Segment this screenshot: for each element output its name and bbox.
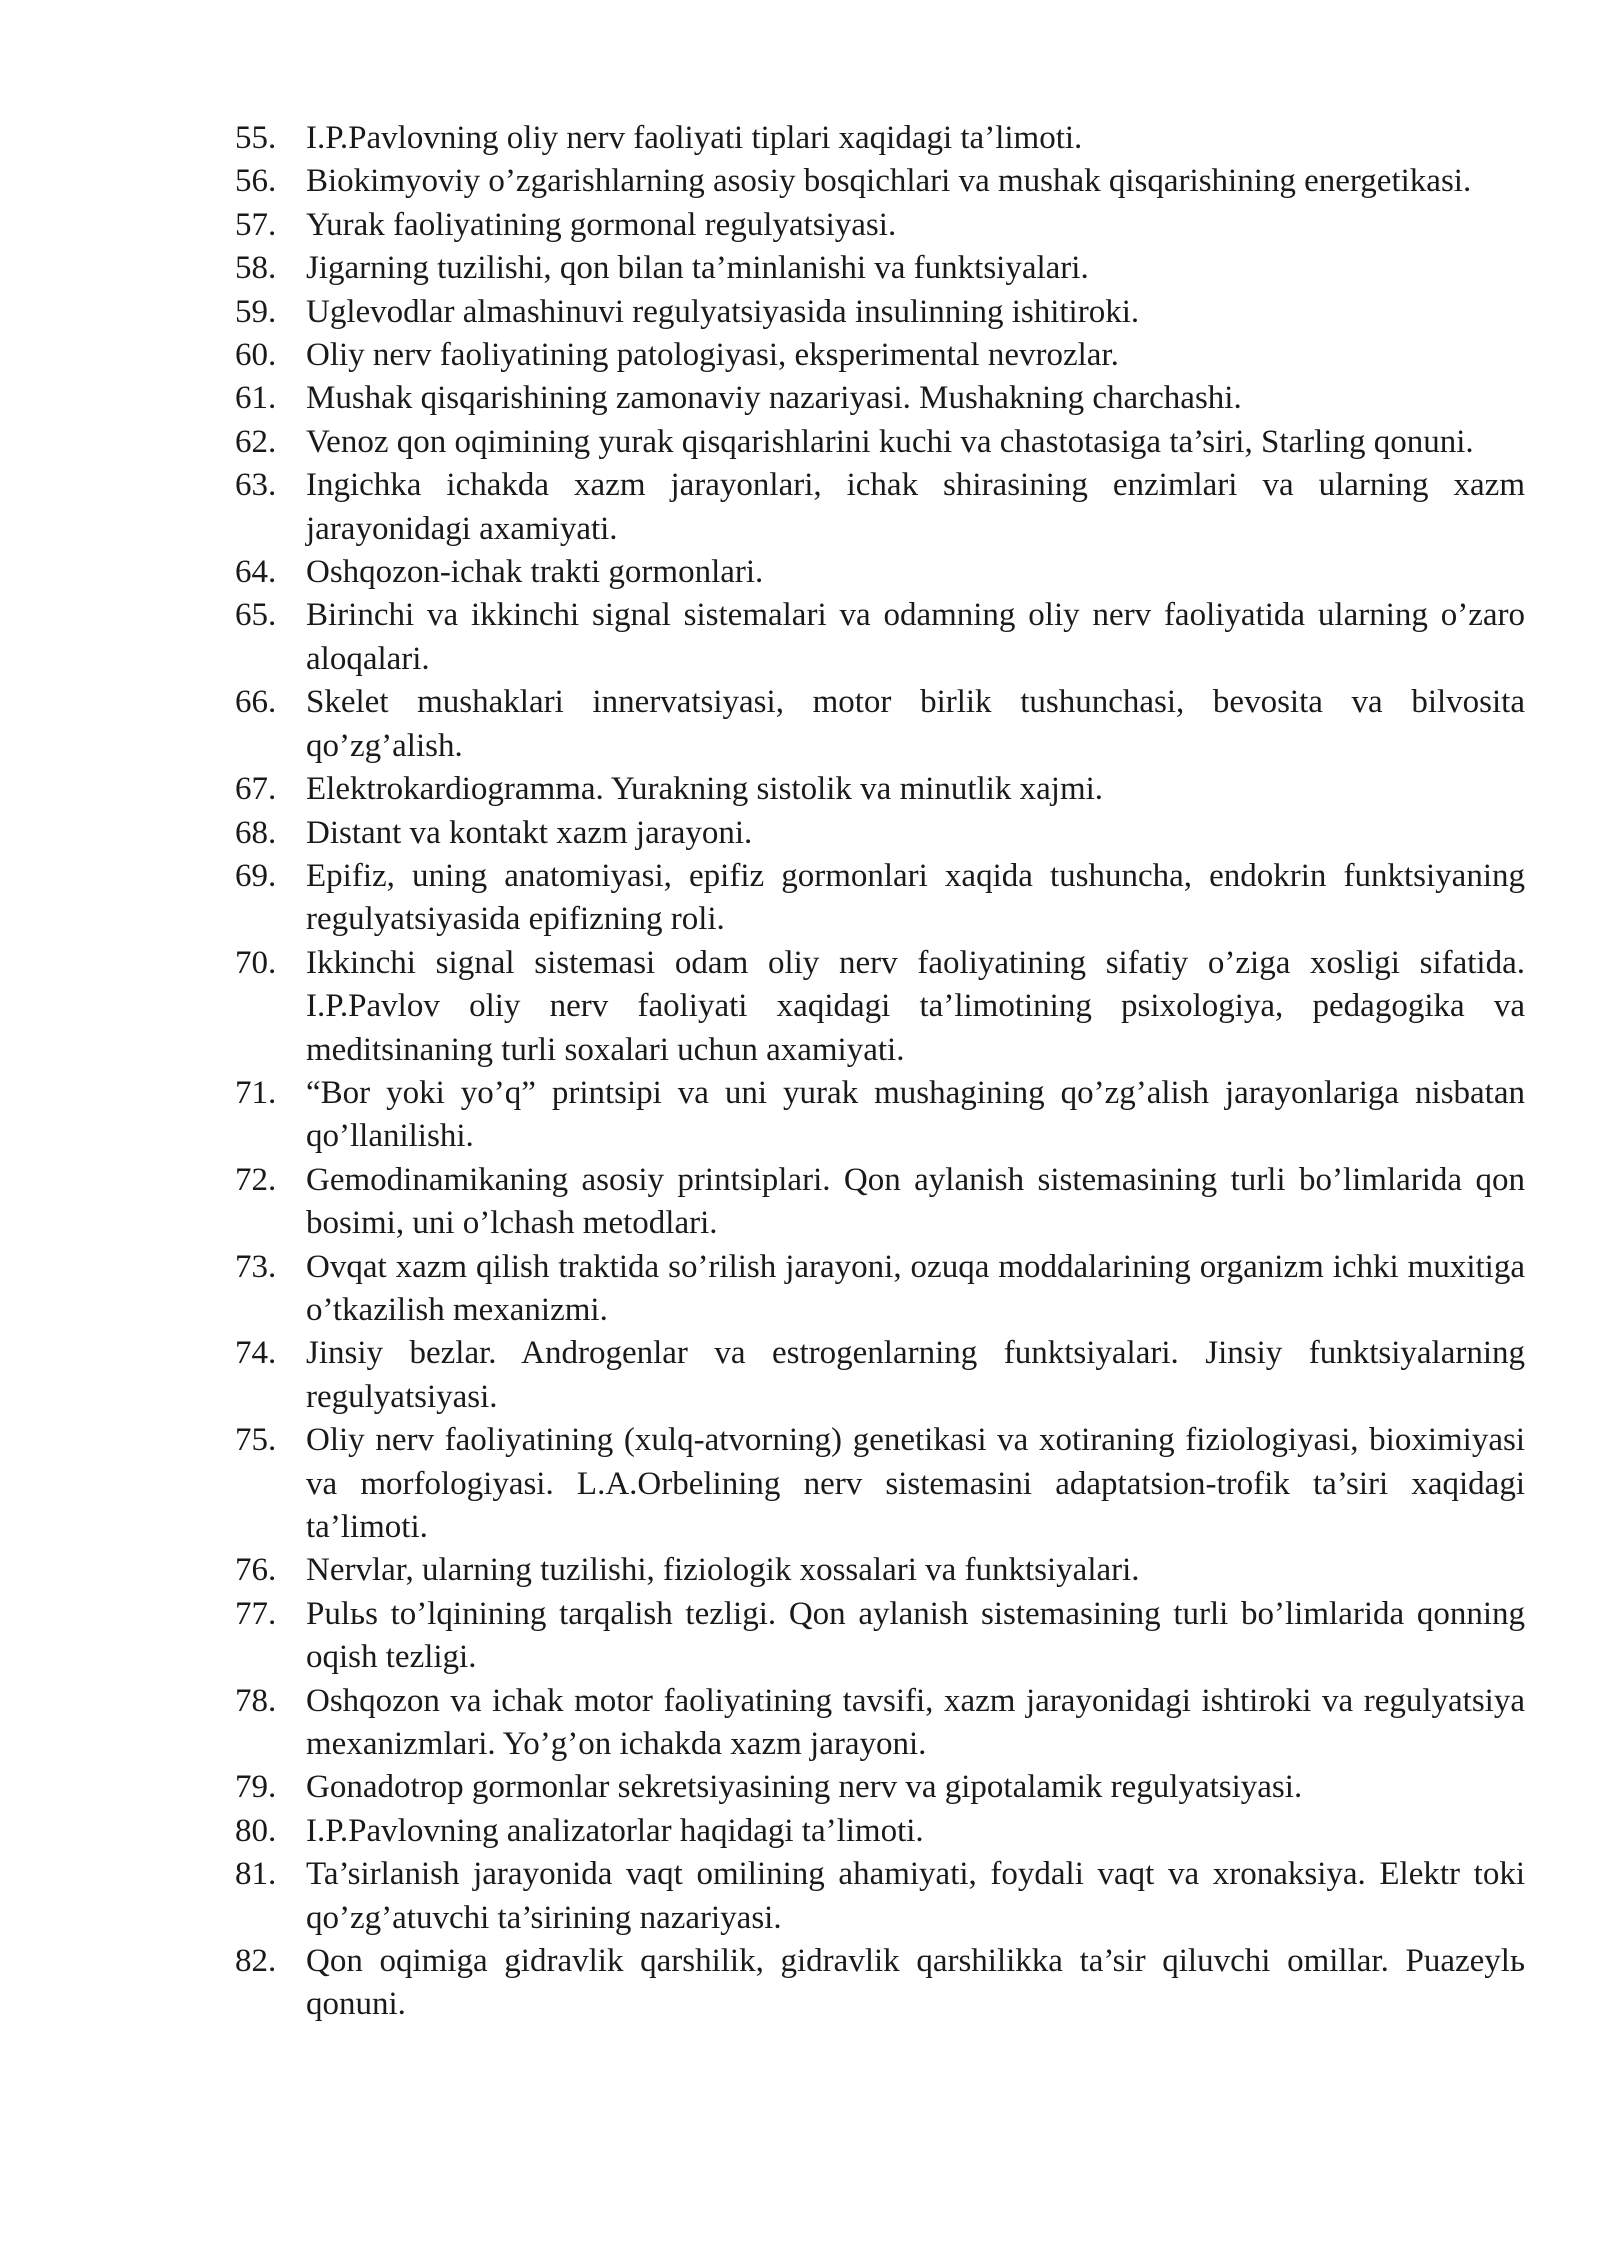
question-number: 70. xyxy=(235,944,277,981)
question-text: Mushak qisqarishining zamonaviy nazariyasi. Mushakning charchashi. xyxy=(306,380,1242,417)
question-item xyxy=(235,812,1525,855)
question-number: 79. xyxy=(235,1769,277,1806)
question-number: 65. xyxy=(235,597,277,634)
question-text: Jinsiy bezlar. Androgenlar va estrogenlarning funktsiyalari. Jinsiy funktsiyalarning regulyatsiyasi. xyxy=(306,1335,1525,1415)
question-number: 59. xyxy=(235,293,277,330)
question-text: Ingichka ichakda xazm jarayonlari, ichak shirasining enzimlari va ularning xazm jarayonidagi axamiyati. xyxy=(306,467,1525,547)
question-item xyxy=(235,1853,1525,1940)
question-item xyxy=(235,1072,1525,1159)
question-text: Pulьs to’lqinining tarqalish tezligi. Qon aylanish sistemasining turli bo’limlarida qonning oqish tezligi. xyxy=(306,1595,1525,1676)
question-number: 66. xyxy=(235,684,277,721)
question-item xyxy=(235,1246,1525,1333)
question-item xyxy=(235,117,1525,160)
question-item xyxy=(235,551,1525,594)
question-text: Distant va kontakt xazm jarayoni. xyxy=(306,814,753,851)
question-number: 58. xyxy=(235,250,277,287)
question-number: 67. xyxy=(235,771,277,808)
question-item xyxy=(235,1549,1525,1592)
question-number: 71. xyxy=(235,1074,277,1111)
question-list xyxy=(235,117,1525,2027)
question-text: Oliy nerv faoliyatining patologiyasi, eksperimental nevrozlar. xyxy=(306,337,1119,374)
question-number: 64. xyxy=(235,554,277,591)
question-item xyxy=(235,1680,1525,1767)
question-number: 78. xyxy=(235,1682,277,1719)
question-text: Venoz qon oqimining yurak qisqarishlarini kuchi va chastotasiga ta’siri, Starling qonuni. xyxy=(306,423,1474,460)
question-item xyxy=(235,1810,1525,1853)
question-item xyxy=(235,377,1525,420)
question-item xyxy=(235,247,1525,290)
question-item xyxy=(235,1332,1525,1419)
question-text: Oshqozon-ichak trakti gormonlari. xyxy=(306,554,764,591)
question-text: Yurak faoliyatining gormonal regulyatsiyasi. xyxy=(306,206,897,243)
question-number: 72. xyxy=(235,1161,277,1198)
question-text: Biokimyoviy o’zgarishlarning asosiy bosqichlari va mushak qisqarishining energetikasi. xyxy=(306,163,1472,200)
question-number: 82. xyxy=(235,1943,277,1980)
question-item xyxy=(235,942,1525,1072)
question-number: 55. xyxy=(235,120,277,156)
question-text: Uglevodlar almashinuvi regulyatsiyasida insulinning ishitiroki. xyxy=(306,293,1140,330)
question-item xyxy=(235,594,1525,681)
question-text: Gonadotrop gormonlar sekretsiyasining nerv va gipotalamik regulyatsiyasi. xyxy=(306,1769,1303,1806)
question-item xyxy=(235,1940,1525,2027)
question-item xyxy=(235,204,1525,247)
question-text: Qon oqimiga gidravlik qarshilik, gidravlik qarshilikka ta’sir qiluvchi omillar. Puazeylь qonuni. xyxy=(306,1943,1525,2023)
question-item xyxy=(235,334,1525,377)
question-number: 81. xyxy=(235,1856,277,1893)
question-item xyxy=(235,855,1525,942)
question-text: Ikkinchi signal sistemasi odam oliy nerv faoliyatining sifatiy o’ziga xosligi sifatida. I.P.Pavlov oliy nerv faoliyati xaqidagi ta’limotining psixologiya, pedagogika va meditsinaning turli soxalari uchun axamiyati. xyxy=(306,944,1525,1068)
question-number: 75. xyxy=(235,1422,277,1459)
question-item xyxy=(235,768,1525,811)
question-item xyxy=(235,681,1525,768)
question-number: 62. xyxy=(235,423,277,460)
question-number: 80. xyxy=(235,1812,277,1849)
question-item xyxy=(235,1159,1525,1246)
question-item xyxy=(235,291,1525,334)
question-text: Elektrokardiogramma. Yurakning sistolik va minutlik xajmi. xyxy=(306,771,1104,808)
question-number: 60. xyxy=(235,337,277,374)
question-number: 77. xyxy=(235,1595,277,1632)
question-text: Oshqozon va ichak motor faoliyatining tavsifi, xazm jarayonidagi ishtiroki va regulyatsiya mexanizmlari. Yo’g’on ichakda xazm jarayoni. xyxy=(306,1682,1525,1763)
question-item xyxy=(235,1766,1525,1809)
question-number: 74. xyxy=(235,1335,277,1372)
question-text: Birinchi va ikkinchi signal sistemalari va odamning oliy nerv faoliyatida ularning o’zaro aloqalari. xyxy=(306,597,1525,677)
question-text: “Bor yoki yo’q” printsipi va uni yurak mushagining qo’zg’alish jarayonlariga nisbatan qo’llanilishi. xyxy=(306,1074,1525,1155)
question-text: I.P.Pavlovning oliy nerv faoliyati tiplari xaqidagi ta’limoti. xyxy=(306,120,1083,156)
question-number: 76. xyxy=(235,1552,277,1589)
question-text: Nervlar, ularning tuzilishi, fiziologik xossalari va funktsiyalari. xyxy=(306,1552,1140,1589)
question-text: Ovqat xazm qilish traktida so’rilish jarayoni, ozuqa moddalarining organizm ichki muxitiga o’tkazilish mexanizmi. xyxy=(306,1248,1525,1328)
question-number: 57. xyxy=(235,206,277,243)
question-number: 73. xyxy=(235,1248,277,1285)
question-item xyxy=(235,160,1525,203)
question-text: Gemodinamikaning asosiy printsiplari. Qon aylanish sistemasining turli bo’limlarida qon bosimi, uni o’lchash metodlari. xyxy=(306,1161,1525,1242)
question-text: Skelet mushaklari innervatsiyasi, motor birlik tushunchasi, bevosita va bilvosita qo’zg’alish. xyxy=(306,684,1525,764)
question-item xyxy=(235,1419,1525,1549)
question-number: 68. xyxy=(235,814,277,851)
question-text: Jigarning tuzilishi, qon bilan ta’minlanishi va funktsiyalari. xyxy=(306,250,1089,287)
question-text: I.P.Pavlovning analizatorlar haqidagi ta’limoti. xyxy=(306,1812,924,1849)
question-number: 69. xyxy=(235,857,277,894)
question-number: 63. xyxy=(235,467,277,504)
question-text: Epifiz, uning anatomiyasi, epifiz gormonlari xaqida tushuncha, endokrin funktsiyaning regulyatsiyasida epifizning roli. xyxy=(306,857,1525,938)
question-number: 56. xyxy=(235,163,277,200)
question-item xyxy=(235,1593,1525,1680)
question-text: Oliy nerv faoliyatining (xulq-atvorning) genetikasi va xotiraning fiziologiyasi, bioximiyasi va morfologiyasi. L.A.Orbelining nerv sistemasini adaptatsion-trofik ta’siri xaqidagi ta’limoti. xyxy=(306,1422,1525,1545)
question-text: Ta’sirlanish jarayonida vaqt omilining ahamiyati, foydali vaqt va xronaksiya. Elektr toki qo’zg’atuvchi ta’sirining nazariyasi. xyxy=(306,1856,1525,1936)
question-number: 61. xyxy=(235,380,277,417)
question-item xyxy=(235,421,1525,464)
question-item xyxy=(235,464,1525,551)
